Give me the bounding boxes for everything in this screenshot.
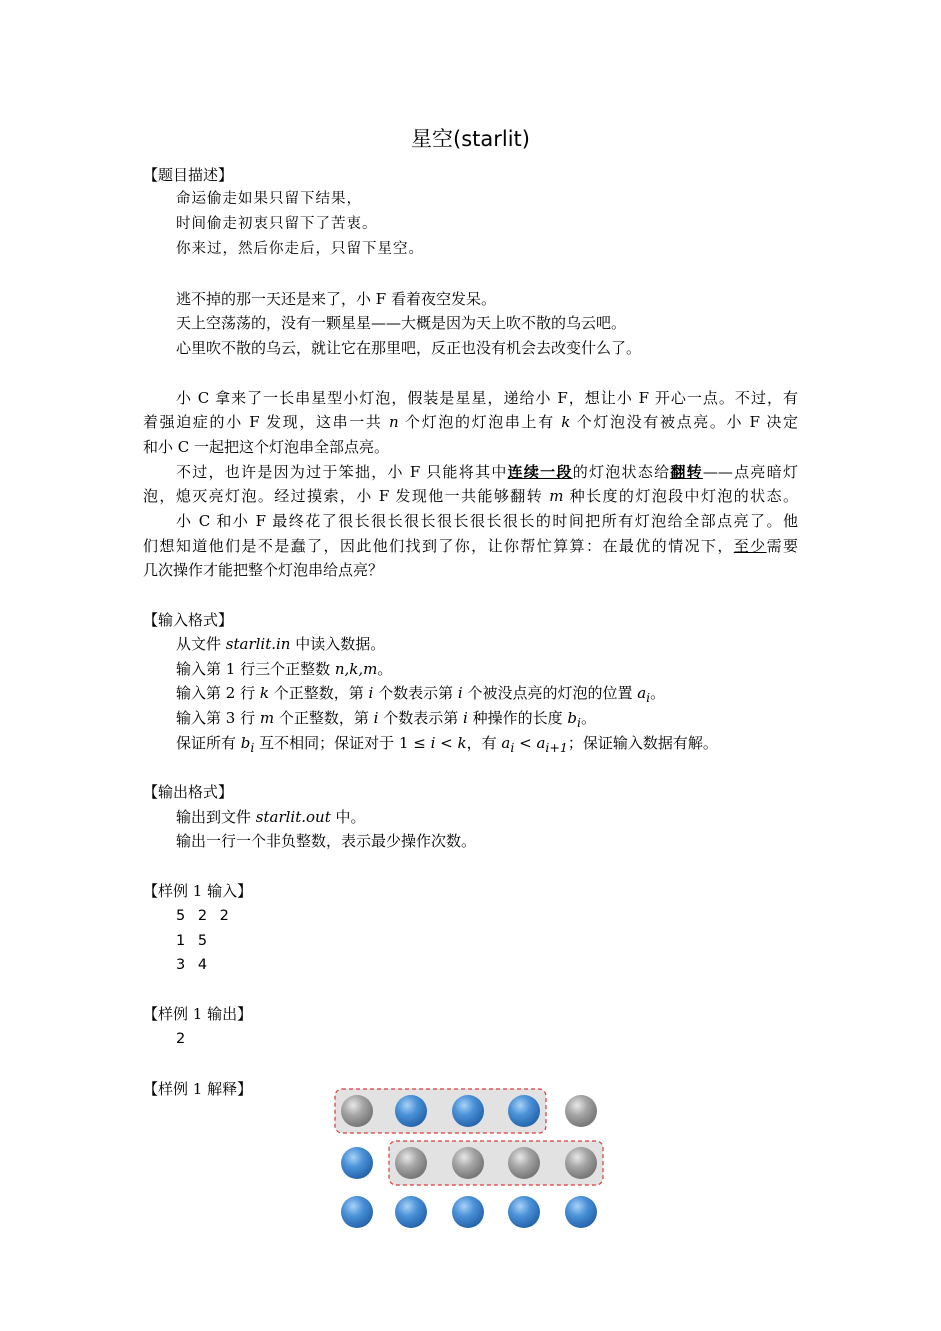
text-run: 个被没点亮的灯泡的位置 [462,684,638,702]
story-line: 心里吹不散的乌云，就让它在那里吧，反正也没有机会去改变什么了。 [176,339,642,357]
text-run: 输入第 2 行 [176,684,260,702]
text-run: 互不相同；保证对于 [254,734,399,752]
text-run: 泡，熄灭亮灯泡。经过摸索，小 F 发现他一共能够翻转 [143,487,550,505]
text-run: ；保证输入数据有解。 [567,734,718,752]
bulb-unlit [452,1147,484,1179]
paragraph-line: 小 C 拿来了一长串星型小灯泡，假装是星星，递给小 F，想让小 F 开心一点。不过，有 [176,389,798,407]
math-var: m [259,709,275,727]
text-run: ——点亮暗灯 [702,463,798,481]
text-run: 输入第 1 行三个正整数 [176,660,335,678]
text-run: 。 [377,660,393,678]
filename: starlit.in [225,635,291,653]
section-heading-description: 【题目描述】 [143,166,234,184]
emphasis-at-least: 至少 [733,537,767,555]
bulb-lit [508,1196,540,1228]
emphasis-flip: 翻转 [670,463,703,481]
filename: starlit.out [255,808,331,826]
math-text: 1 ≤ [398,734,431,752]
text-run: 们想知道他们是不是蠢了，因此他们找到了你，让你帮忙算算：在最优的情况下， [143,537,734,555]
text-run: 个数表示第 [378,709,463,727]
math-var: i [368,684,374,702]
text-run: 个正整数，第 [268,684,369,702]
section-heading-output: 【输出格式】 [143,783,234,801]
poem-line: 你来过，然后你走后，只留下星空。 [176,241,424,257]
story-line: 逃不掉的那一天还是来了，小 F 看着夜空发呆。 [176,290,496,308]
text-run: 。 [580,709,596,727]
text-run: 输出到文件 [176,808,256,826]
text-run: 保证所有 [176,734,241,752]
section-heading-sample-input: 【样例 1 输入】 [143,882,253,900]
poem-line: 命运偷走如果只留下结果， [176,191,362,207]
paragraph-line: 小 C 和小 F 最终花了很长很长很长很长很长很长的时间把所有灯泡给全部点亮了。他 [176,512,798,530]
math-var: n,k,m [334,660,378,678]
bulb-lit [341,1147,373,1179]
math-var: i [457,684,463,702]
section-heading-input: 【输入格式】 [143,611,234,629]
text-run: 个数表示第 [373,684,458,702]
text-run: 种长度的灯泡段中灯泡的状态。 [563,487,798,505]
text-run: 个正整数，第 [274,709,374,727]
math-var: i [463,709,468,727]
emphasis-continuous-segment: 连续一段 [507,463,573,481]
text-run: 不过，也许是因为过于笨拙，小 F 只能将其中 [176,463,508,481]
text-run: 个灯泡的灯泡串上有 [398,413,562,431]
text-run: 中读入数据。 [290,635,386,653]
bulb-lit [395,1196,427,1228]
math-subscript: i [576,715,581,730]
text-run: ，有 [466,734,502,752]
text-run: 中。 [330,808,366,826]
bulb-unlit [565,1147,597,1179]
bulb-unlit [341,1095,373,1127]
text-run: 。 [650,684,666,702]
paragraph-line: 和小 C 一起把这个灯泡串全部点亮。 [143,438,390,456]
bulb-lit [395,1095,427,1127]
text-run: 种操作的长度 [467,709,568,727]
text-run: 输入第 3 行 [176,709,260,727]
math-var: a [536,734,546,752]
poem-line: 时间偷走初衷只留下了苦衷。 [176,216,378,232]
math-text: < [435,734,458,752]
text-run: 着强迫症的小 F 发现，这串一共 [143,413,389,431]
output-line: 输出一行一个非负整数，表示最少操作次数。 [176,832,477,850]
bulb-unlit [565,1095,597,1127]
math-var: b [567,709,577,727]
math-var: i [373,709,379,727]
bulb-lit [452,1095,484,1127]
math-var: k [561,413,571,431]
story-line: 天上空荡荡的，没有一颗星星——大概是因为天上吹不散的乌云吧。 [176,314,627,332]
math-var: a [637,684,647,702]
bulb-lit [508,1095,540,1127]
bulb-unlit [508,1147,540,1179]
text-run: 需要 [766,537,798,555]
section-heading-sample-output: 【样例 1 输出】 [143,1005,253,1023]
sample-input-line: 3 4 [176,957,212,973]
math-subscript: i [250,740,255,755]
sample-output-value: 2 [176,1031,190,1047]
sample-input-line: 5 2 2 [176,908,233,924]
page-title: 星空(starlit) [411,127,530,151]
bulb-lit [341,1196,373,1228]
math-var: i [430,734,436,752]
paragraph-line: 几次操作才能把整个灯泡串给点亮？ [143,561,384,579]
text-run: 从文件 [176,635,226,653]
math-var: k [457,734,467,752]
math-subscript: i+1 [545,740,568,755]
math-var: b [240,734,251,752]
text-run: 的灯泡状态给 [572,463,671,481]
math-var: m [549,487,564,505]
bulb-unlit [395,1147,427,1179]
section-heading-explanation: 【样例 1 解释】 [143,1080,253,1098]
math-var: k [259,684,269,702]
math-text: < [514,734,537,752]
math-subscript: i [510,740,515,755]
math-var: n [388,413,399,431]
text-run: 个灯泡没有被点亮。小 F 决定 [570,413,799,431]
sample-input-line: 1 5 [176,933,212,949]
math-var: a [501,734,511,752]
bulb-lit [565,1196,597,1228]
bulb-lit [452,1196,484,1228]
math-subscript: i [646,690,651,705]
